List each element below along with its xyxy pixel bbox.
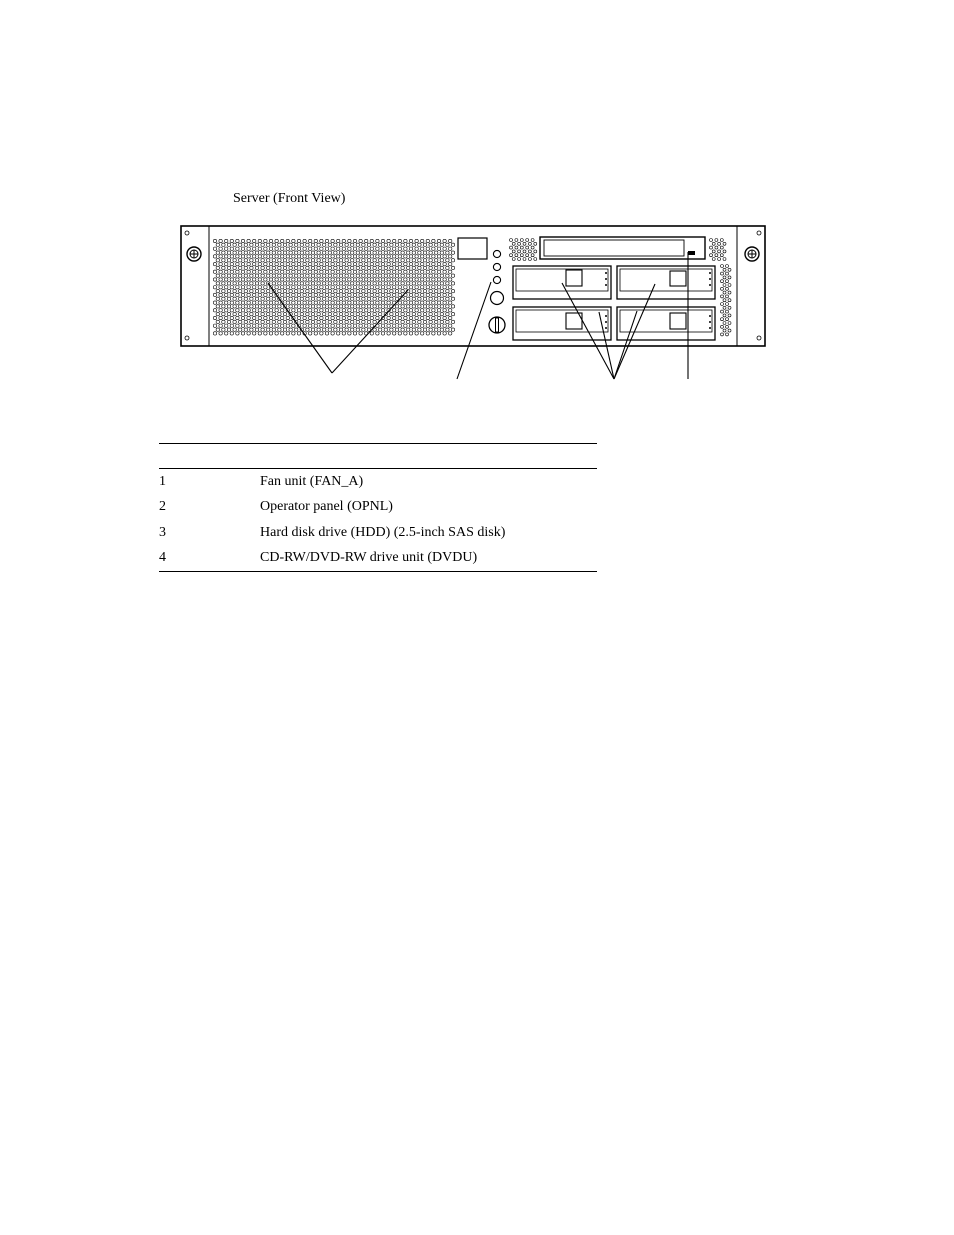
legend-component: CD-RW/DVD-RW drive unit (DVDU) xyxy=(260,546,597,572)
right-screw-icon xyxy=(745,247,759,261)
dvd-drive xyxy=(540,237,705,259)
left-screw-icon xyxy=(187,247,201,261)
legend-component: Hard disk drive (HDD) (2.5-inch SAS disk) xyxy=(260,524,506,540)
legend-component: Fan unit (FAN_A) xyxy=(260,473,364,489)
table-row xyxy=(159,520,597,546)
legend-number: 4 xyxy=(159,546,260,572)
figure-caption: Server (Front View) xyxy=(233,191,346,206)
legend-number: 3 xyxy=(159,524,166,540)
component-legend-table xyxy=(159,443,597,572)
table-row xyxy=(159,469,597,495)
legend-number: 1 xyxy=(159,473,166,489)
hdd-bay-1 xyxy=(513,266,611,299)
legend-header-component xyxy=(260,444,597,469)
hdd-bay-2 xyxy=(617,266,715,299)
legend-header-number xyxy=(159,444,260,469)
legend-component: Operator panel (OPNL) xyxy=(260,499,393,515)
table-row xyxy=(159,546,597,572)
hdd-bay-3 xyxy=(513,307,611,340)
legend-number: 2 xyxy=(159,499,166,515)
server-front-view-diagram xyxy=(0,0,954,400)
table-row xyxy=(159,495,597,521)
hdd-bay-4 xyxy=(617,307,715,340)
